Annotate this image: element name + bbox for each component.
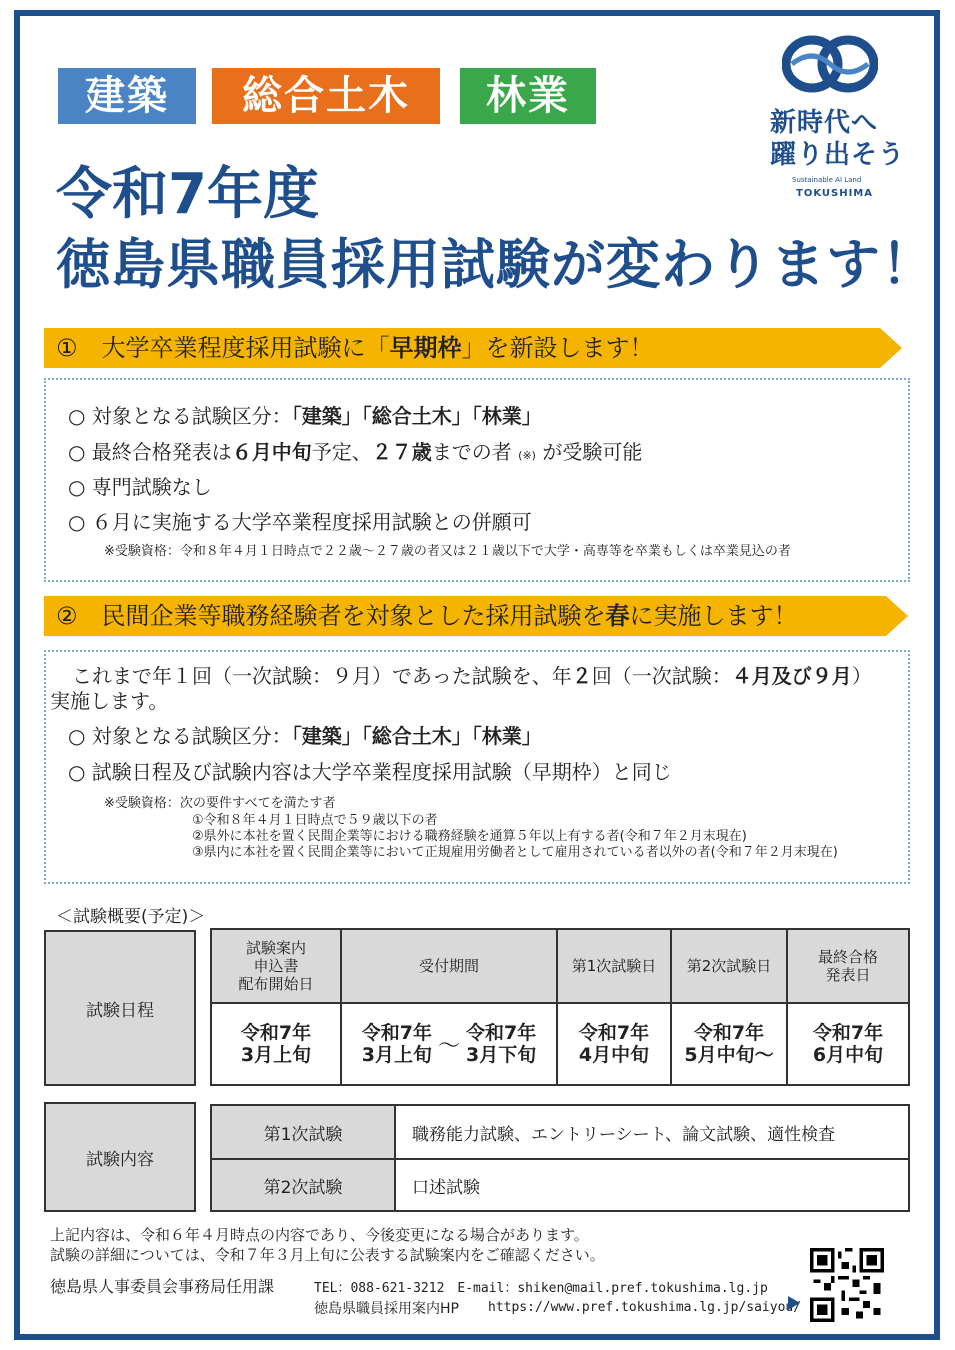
schedule-value: 令和7年 5月中旬～	[670, 1002, 788, 1086]
range-separator: ～	[437, 1033, 460, 1059]
schedule-header: 第2次試験日	[670, 928, 788, 1004]
section1-note: ※受験資格：令和８年４月１日時点で２２歳～２７歳の者又は２１歳以下で大学・高専等を卒業もしくは卒業見込の者	[104, 544, 791, 559]
section2-text: 民間企業等職務経験者を対象とした採用試験を	[101, 602, 606, 630]
schedule-header: 受付期間	[340, 928, 558, 1004]
section2-note: ②県外に本社を置く民間企業等における職務経験を通算５年以上有する者(令和７年２月末現在)	[192, 829, 747, 844]
content-row-label: 試験内容	[44, 1102, 196, 1212]
section2-intro-line2: 実施します。	[50, 689, 169, 713]
tag-ringyo: 林業	[460, 68, 596, 124]
schedule-header: 試験案内 申込書 配布開始日	[210, 928, 342, 1004]
content-stage: 第1次試験	[210, 1104, 396, 1160]
schedule-value: 令和7年 4月中旬	[556, 1002, 672, 1086]
section2-note: ①令和８年４月１日時点で５９歳以下の者	[192, 813, 438, 828]
section2-note-head: ※受験資格：次の要件すべてを満たす者	[104, 796, 336, 811]
footer-hp-label: 徳島県職員採用案内HP	[314, 1301, 459, 1317]
section2-banner	[44, 596, 886, 636]
footer-org: 徳島県人事委員会事務局任用課	[50, 1277, 275, 1296]
schedule-value: 令和7年 6月中旬	[786, 1002, 910, 1086]
section2-text-end: に実施します！	[629, 602, 798, 630]
content-detail: 職務能力試験、エントリーシート、論文試験、適性検査	[394, 1104, 910, 1160]
logo-tagline: Sustainable AI Land	[792, 176, 862, 184]
section2-note: ③県内に本社を置く民間企業等において正規雇用労働者として雇用されている者以外の者(令和７年２月末現在)	[192, 845, 838, 860]
schedule-value: 令和7年 3月下旬	[466, 1022, 537, 1066]
section2-number: ②	[56, 602, 78, 630]
schedule-row-label: 試験日程	[44, 930, 196, 1086]
section1-banner	[44, 328, 880, 368]
logo-slogan-line1: 新時代へ	[770, 108, 879, 138]
schedule-value-range	[340, 1002, 558, 1086]
logo-slogan-line2: 躍り出そう	[770, 140, 906, 170]
section1-number: ①	[56, 334, 78, 362]
footer-contact: TEL：088-621-3212 E-mail：shiken@mail.pref.tokushima.lg.jp	[314, 1281, 768, 1296]
section2-item: ○ 試験日程及び試験内容は大学卒業程度採用試験（早期枠）と同じ	[68, 760, 672, 784]
tag-sogo-doboku: 総合土木	[212, 68, 440, 124]
wave-logo-icon	[782, 34, 878, 94]
content-detail: 口述試験	[394, 1158, 910, 1212]
overview-label: ＜試験概要(予定)＞	[56, 907, 206, 927]
footer-hp-url[interactable]: https://www.pref.tokushima.lg.jp/saiyou/	[488, 1300, 802, 1315]
content-stage: 第2次試験	[210, 1158, 396, 1212]
footer-note: 試験の詳細については、令和７年３月上旬に公表する試験案内をご確認ください。	[50, 1246, 605, 1264]
section1-item: ○ 最終合格発表は６月中旬予定、２７歳までの者 (※) が受験可能	[68, 440, 643, 464]
schedule-value: 令和7年 3月上旬	[361, 1022, 432, 1066]
section2-highlight: 春	[605, 602, 630, 630]
section1-item: ○ 専門試験なし	[68, 475, 212, 499]
section2-item: ○ 対象となる試験区分：「建築」「総合土木」「林業」	[68, 724, 542, 748]
section1-text-end: 」を新設します！	[461, 334, 654, 362]
section1-highlight: 早期枠	[389, 334, 462, 362]
section1-item: ○ ６月に実施する大学卒業程度採用試験との併願可	[68, 510, 532, 534]
tokushima-logo	[768, 30, 908, 205]
page-title: 徳島県職員採用試験が変わります！	[56, 233, 936, 296]
schedule-value: 令和7年 3月上旬	[210, 1002, 342, 1086]
page-title-year: 令和7年度	[56, 162, 319, 227]
tag-kenchiku: 建築	[58, 68, 196, 124]
section1-text: 大学卒業程度採用試験に「	[101, 334, 390, 362]
qr-code-icon[interactable]	[810, 1248, 884, 1322]
play-arrow-icon	[788, 1296, 800, 1310]
footer-note: 上記内容は、令和６年４月時点の内容であり、今後変更になる場合があります。	[50, 1226, 589, 1244]
schedule-header: 最終合格 発表日	[786, 928, 910, 1004]
logo-name: TOKUSHIMA	[796, 188, 873, 199]
section1-item: ○ 対象となる試験区分：「建築」「総合土木」「林業」	[68, 404, 542, 428]
section2-intro: これまで年１回（一次試験：９月）であった試験を、年２回（一次試験：４月及び９月）	[72, 664, 872, 688]
schedule-header: 第1次試験日	[556, 928, 672, 1004]
